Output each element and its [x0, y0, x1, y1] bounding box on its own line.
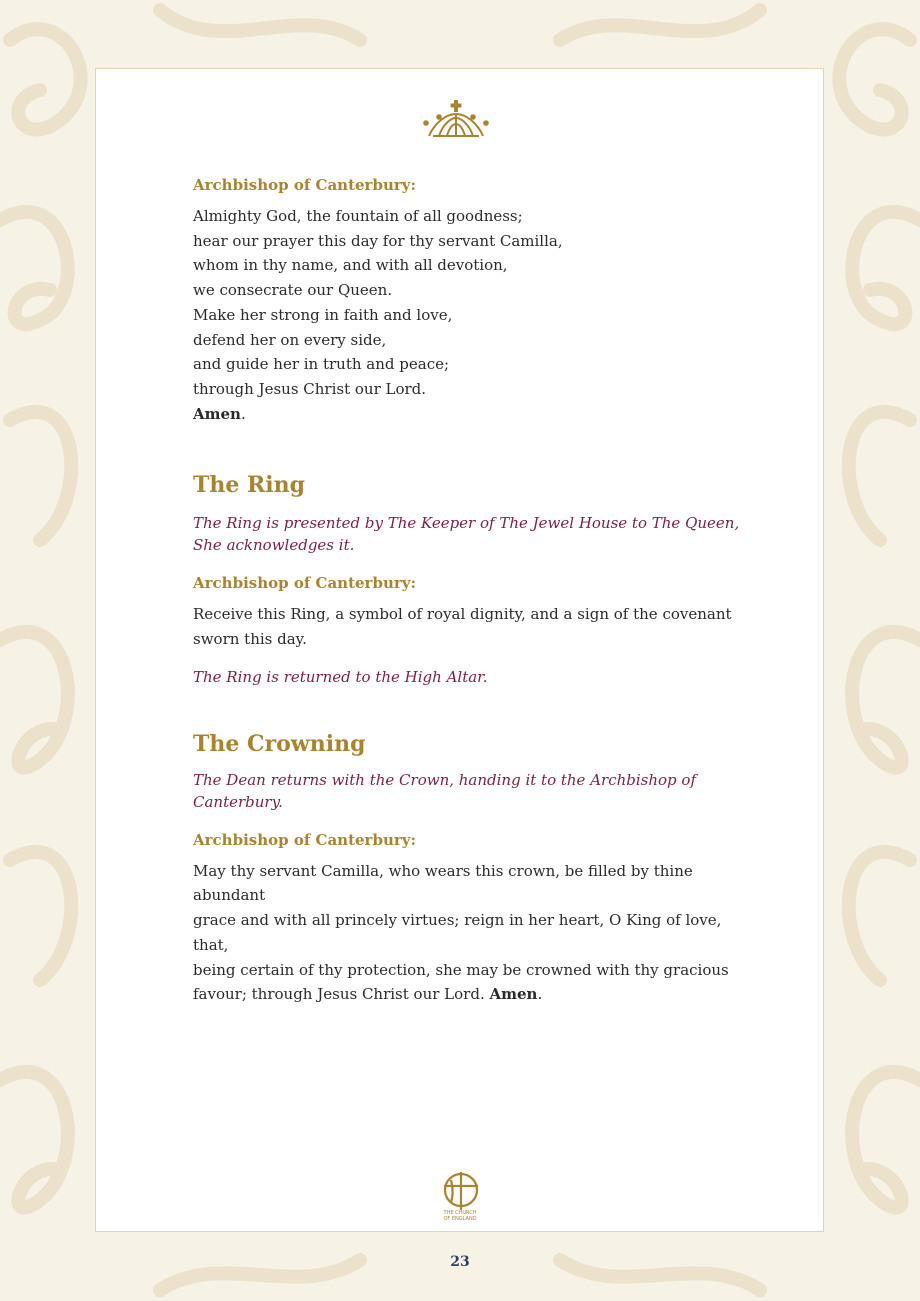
speaker-label: Archbishop of Canterbury:: [193, 830, 417, 849]
amen-punctuation: .: [240, 404, 246, 423]
prayer-line: whom in thy name, and with all devotion,: [193, 256, 508, 275]
rubric-line: Canterbury.: [193, 792, 283, 811]
crowning-text-line: being certain of thy protection, she may be crowned with thy gracious: [193, 960, 729, 979]
prayer-block: [193, 174, 753, 426]
closing-rubric: The Ring is returned to the High Altar.: [193, 667, 488, 686]
rubric-line: The Ring is presented by The Keeper of The Jewel House to The Queen,: [193, 514, 740, 533]
prayer-line: we consecrate our Queen.: [193, 281, 393, 300]
page-number: 23: [450, 1254, 470, 1270]
logo-caption: [428, 1210, 492, 1222]
crown-icon: [421, 98, 491, 142]
prayer-line: defend her on every side,: [193, 330, 387, 349]
prayer-line: and guide her in truth and peace;: [193, 355, 450, 374]
logo-caption-line: THE CHURCH: [443, 1210, 477, 1216]
speaker-label: Archbishop of Canterbury:: [193, 176, 417, 194]
ring-section: [193, 470, 753, 687]
ring-text-line: Receive this Ring, a symbol of royal dignity, and a sign of the covenant: [193, 605, 732, 624]
rubric-line: She acknowledges it.: [193, 536, 355, 555]
prayer-line: hear our prayer this day for thy servant Camilla,: [193, 231, 563, 250]
crowning-text-line: [193, 982, 753, 1007]
logo-caption-line: OF ENGLAND: [443, 1216, 477, 1222]
rubric-line: The Dean returns with the Crown, handing it to the Archbishop of: [193, 770, 697, 789]
section-title-ring: The Ring: [193, 472, 306, 499]
crowning-text-line: May thy servant Camilla, who wears this crown, be filled by thine abundant: [193, 861, 693, 905]
amen-punctuation: .: [537, 985, 543, 1004]
prayer-amen: [193, 402, 753, 427]
speaker-label: Archbishop of Canterbury:: [193, 574, 417, 593]
section-title-crowning: The Crowning: [193, 730, 366, 757]
prayer-line: Almighty God, the fountain of all goodness;: [193, 207, 523, 225]
page-content: [193, 174, 753, 1007]
prayer-line: Make her strong in faith and love,: [193, 305, 453, 324]
prayer-line: through Jesus Christ our Lord.: [193, 379, 427, 398]
crowning-section: [193, 729, 753, 1007]
amen-text: Amen: [489, 985, 538, 1004]
amen-text: Amen: [193, 404, 241, 423]
ring-text-line: sworn this day.: [193, 630, 307, 649]
crowning-text-last: favour; through Jesus Christ our Lord.: [193, 985, 485, 1004]
crowning-text-line: grace and with all princely virtues; reign in her heart, O King of love, that,: [193, 911, 722, 954]
